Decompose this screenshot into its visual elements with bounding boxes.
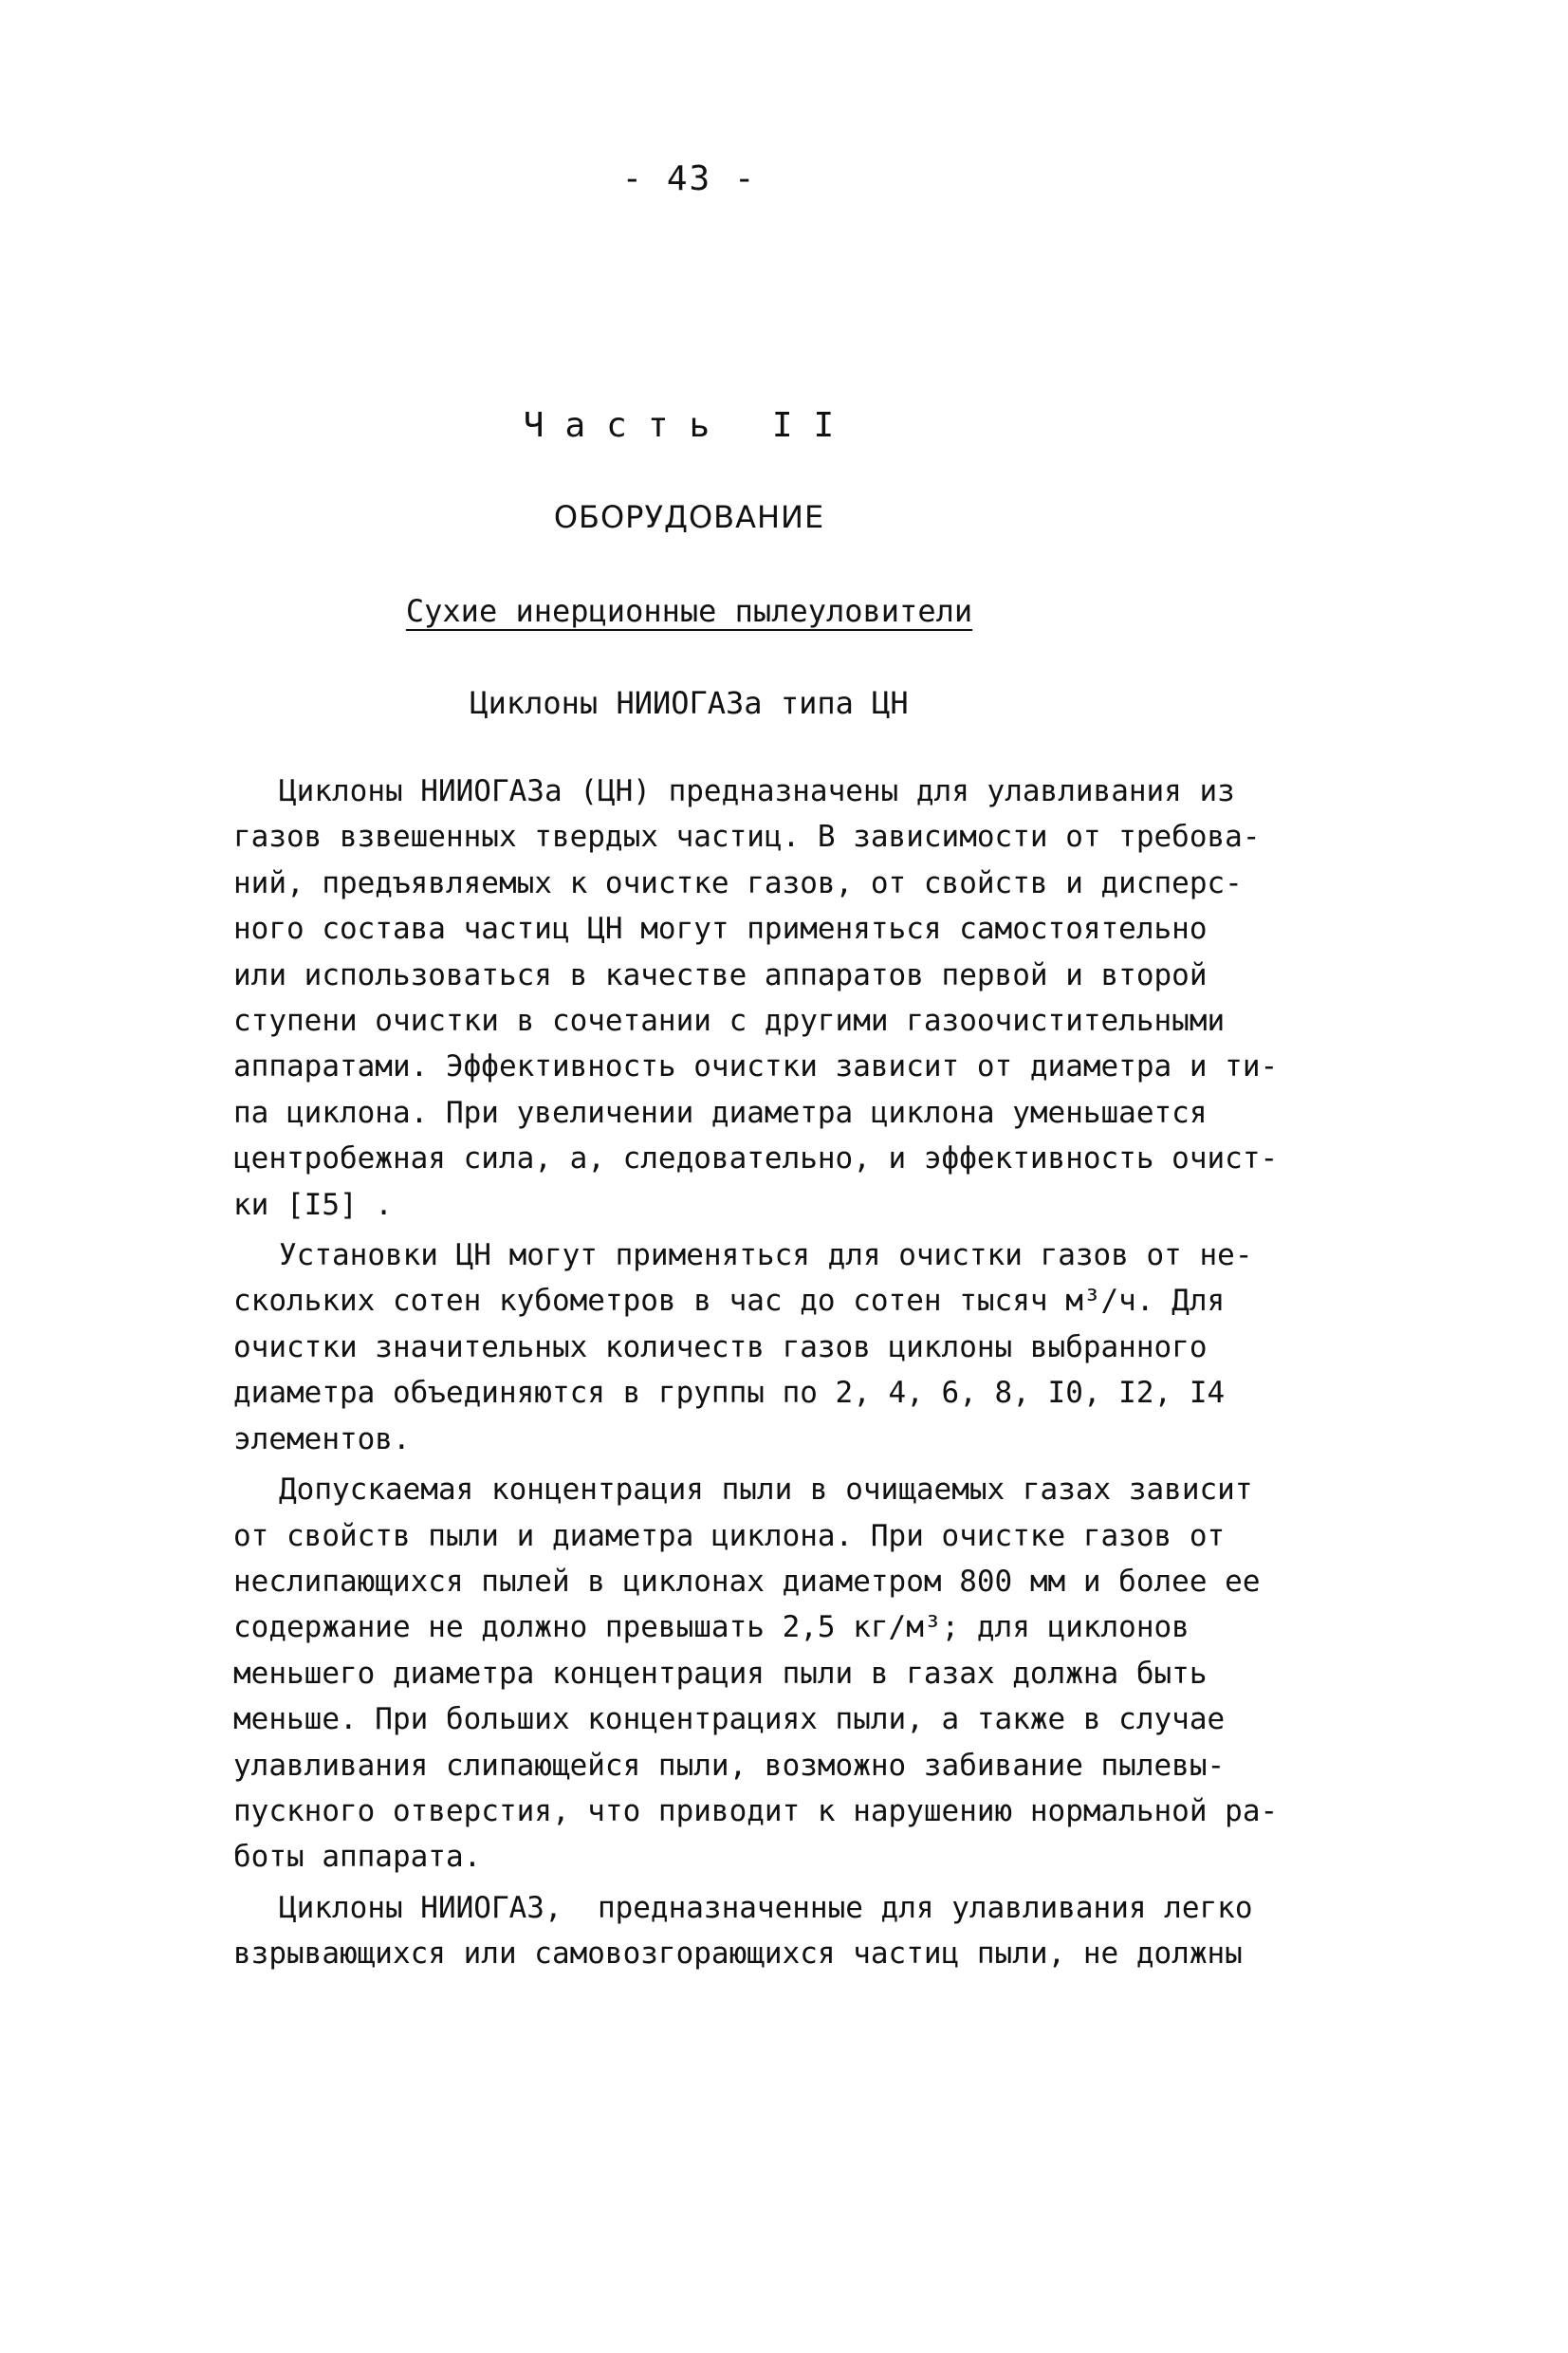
paragraph-line: улавливания слипающейся пыли, возможно забивание пылевы- [233,1748,1226,1783]
paragraph-line: Циклоны НИИОГАЗ, предназначенные для улавливания легко [279,1890,1253,1925]
paragraph-line: Допускаемая концентрация пыли в очищаемых газах зависит [279,1473,1253,1508]
subsection-heading [0,593,1378,629]
section-heading: ОБОРУДОВАНИЕ [553,499,825,535]
paragraph-line: аппаратами. Эффективность очистки зависит от диаметра и ти- [233,1049,1279,1084]
paragraph-line: па циклона. При увеличении диаметра циклона уменьшается [233,1095,1208,1130]
paragraph-line: диаметра объединяются в группы по 2, 4, 6, 8, I0, I2, I4 [233,1376,1226,1411]
paragraph-line: Циклоны НИИОГАЗа (ЦН) предназначены для улавливания из [279,774,1235,808]
paragraph-line: ки [I5] . [233,1187,393,1222]
paragraph-line: элементов. [233,1421,411,1456]
paragraph-line: центробежная сила, а, следовательно, и эффективность очист- [233,1141,1279,1176]
paragraph-line: пускного отверстия, что приводит к нарушению нормальной ра- [233,1793,1279,1828]
paragraph-line: меньше. При больших концентрациях пыли, а также в случае [233,1702,1226,1737]
paragraph-4 [233,1885,1343,1977]
paragraph-1 [233,769,1343,1228]
part-heading: Часть II [523,406,856,445]
paragraph-line: взрывающихся или самовозгорающихся частиц пыли, не должны [233,1936,1243,1972]
paragraph-2 [233,1232,1343,1462]
paragraph-line: содержание не должно превышать 2,5 кг/м³; для циклонов [233,1610,1190,1645]
paragraph-line: ний, предъявляемых к очистке газов, от свойств и дисперс- [233,865,1243,900]
item-heading: Циклоны НИИОГАЗа типа ЦН [470,685,909,721]
paragraph-line: очистки значительных количеств газов циклоны выбранного [233,1329,1208,1364]
paragraph-line: газов взвешенных твердых частиц. В зависимости от требова- [233,820,1261,855]
paragraph-line: неслипающихся пылей в циклонах диаметром 800 мм и более ее [233,1564,1261,1599]
paragraph-line: или использоваться в качестве аппаратов первой и второй [233,957,1208,992]
paragraph-line: Установки ЦН могут применяться для очистки газов от не- [279,1238,1253,1273]
paragraph-line: от свойств пыли и диаметра циклона. При очистке газов от [233,1518,1226,1553]
paragraph-line: ного состава частиц ЦН могут применяться самостоятельно [233,912,1208,947]
paragraph-line: боты аппарата. [233,1840,482,1875]
subsection-heading-text: Сухие инерционные пылеуловители [405,593,973,629]
paragraph-line: меньшего диаметра концентрация пыли в газах должна быть [233,1656,1208,1691]
paragraph-line: ступени очистки в сочетании с другими газоочистительными [233,1004,1226,1039]
paragraph-line: скольких сотен кубометров в час до сотен тысяч м³/ч. Для [233,1284,1226,1319]
page-number: - 43 - [621,159,757,198]
paragraph-3 [233,1467,1343,1881]
body-text [233,769,1343,1977]
